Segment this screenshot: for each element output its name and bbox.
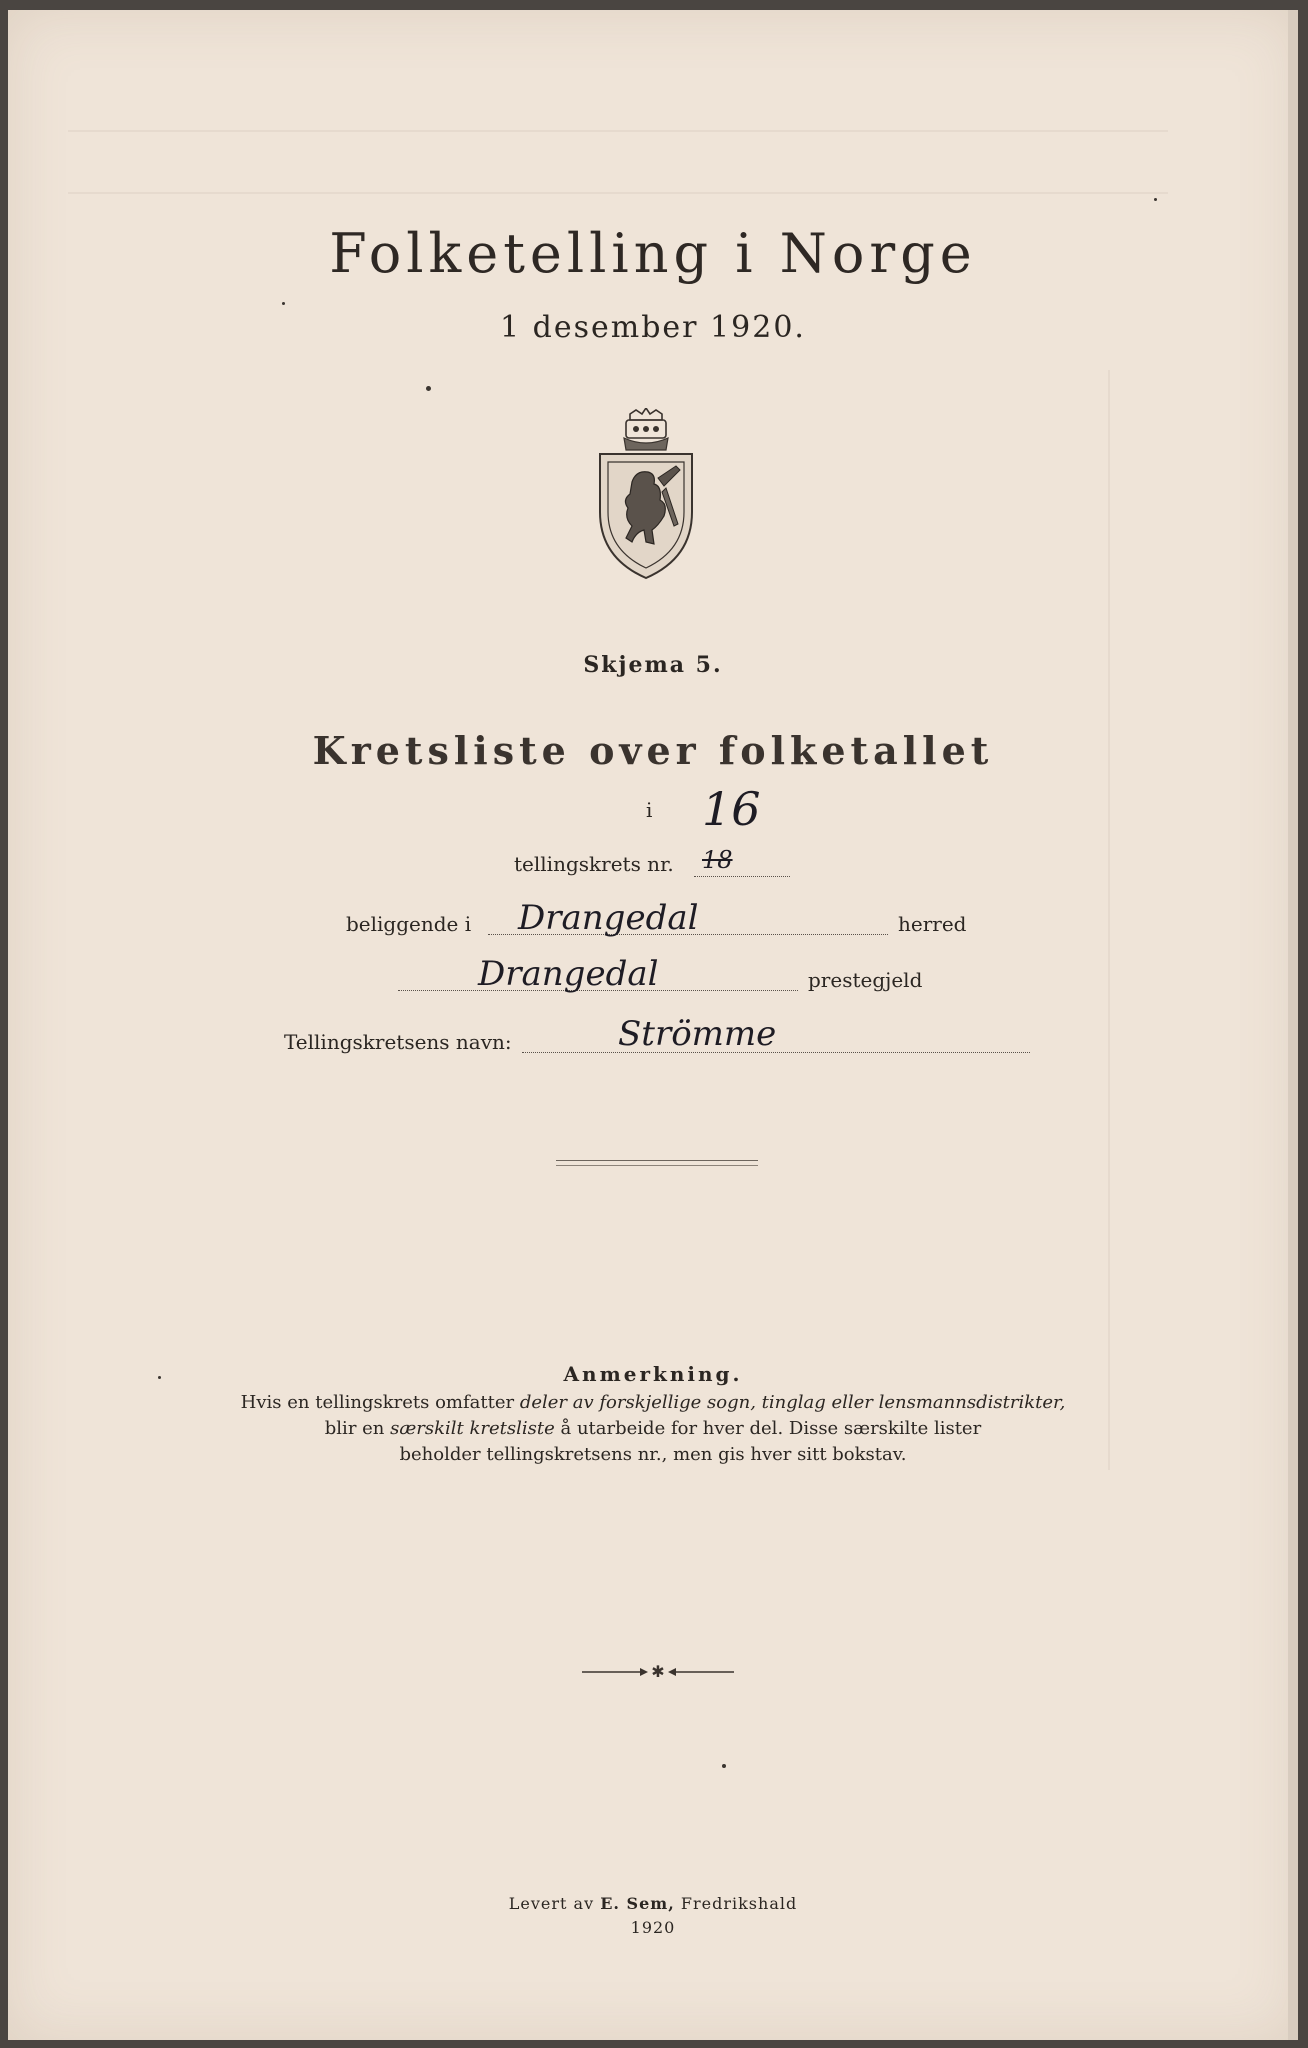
parish-value: Drangedal <box>478 954 659 994</box>
note-title: Anmerkning. <box>563 1362 743 1386</box>
district-number-line <box>694 876 790 877</box>
printer-year: 1920 <box>630 1918 676 1937</box>
note-line-3: beholder tellingskretsens nr., men gis hver sitt bokstav. <box>399 1444 907 1465</box>
ink-speck <box>1154 198 1157 201</box>
located-in-label: beliggende i <box>346 912 472 936</box>
norwegian-coat-of-arms-icon <box>596 408 696 580</box>
bleed-through-column <box>1108 370 1260 1470</box>
note-line-2-plain-b: å utarbeide for hver del. Disse særskilte lister <box>554 1418 982 1439</box>
printer-city: Fredrikshald <box>674 1894 798 1913</box>
note-line-2-plain-a: blir en <box>324 1418 391 1439</box>
i-label: i <box>646 798 653 822</box>
printer-name: E. Sem, <box>600 1894 675 1913</box>
note-line-2-italic: særskilt kretsliste <box>390 1418 555 1439</box>
ornament-divider-icon <box>578 1662 738 1682</box>
printer-imprint <box>8 1894 1298 1913</box>
bleed-through-header <box>68 130 1168 194</box>
svg-text:✱: ✱ <box>651 1662 665 1681</box>
ink-speck <box>158 1376 161 1379</box>
handwritten-district-number: 16 <box>702 782 761 836</box>
note-line-1-italic: deler av forskjellige sogn, tinglag eller lensmannsdistrikter, <box>519 1392 1066 1413</box>
document-date: 1 desember 1920. <box>500 310 806 345</box>
schema-number: Skjema 5. <box>583 652 723 678</box>
district-name-label: Tellingskretsens navn: <box>284 1030 512 1054</box>
form-heading: Kretsliste over folketallet <box>312 728 994 773</box>
printer-prefix: Levert av <box>508 1894 601 1913</box>
struck-district-number: 18 <box>702 846 733 874</box>
census-form-page <box>8 10 1298 2040</box>
note-line-1 <box>8 1392 1298 1413</box>
note-line-2 <box>8 1418 1298 1439</box>
ink-speck <box>282 302 285 305</box>
document-title: Folketelling i Norge <box>329 222 977 285</box>
municipality-label: herred <box>898 912 967 936</box>
note-line-1-plain: Hvis en tellingskrets omfatter <box>240 1392 520 1413</box>
divider-rule-secondary <box>556 1165 758 1166</box>
divider-rule <box>556 1160 758 1161</box>
ink-speck <box>722 1764 726 1768</box>
ink-speck <box>426 386 431 391</box>
parish-label: prestegjeld <box>808 968 923 992</box>
district-number-label: tellingskrets nr. <box>514 852 674 876</box>
municipality-value: Drangedal <box>518 898 699 938</box>
district-name-value: Strömme <box>618 1014 777 1054</box>
